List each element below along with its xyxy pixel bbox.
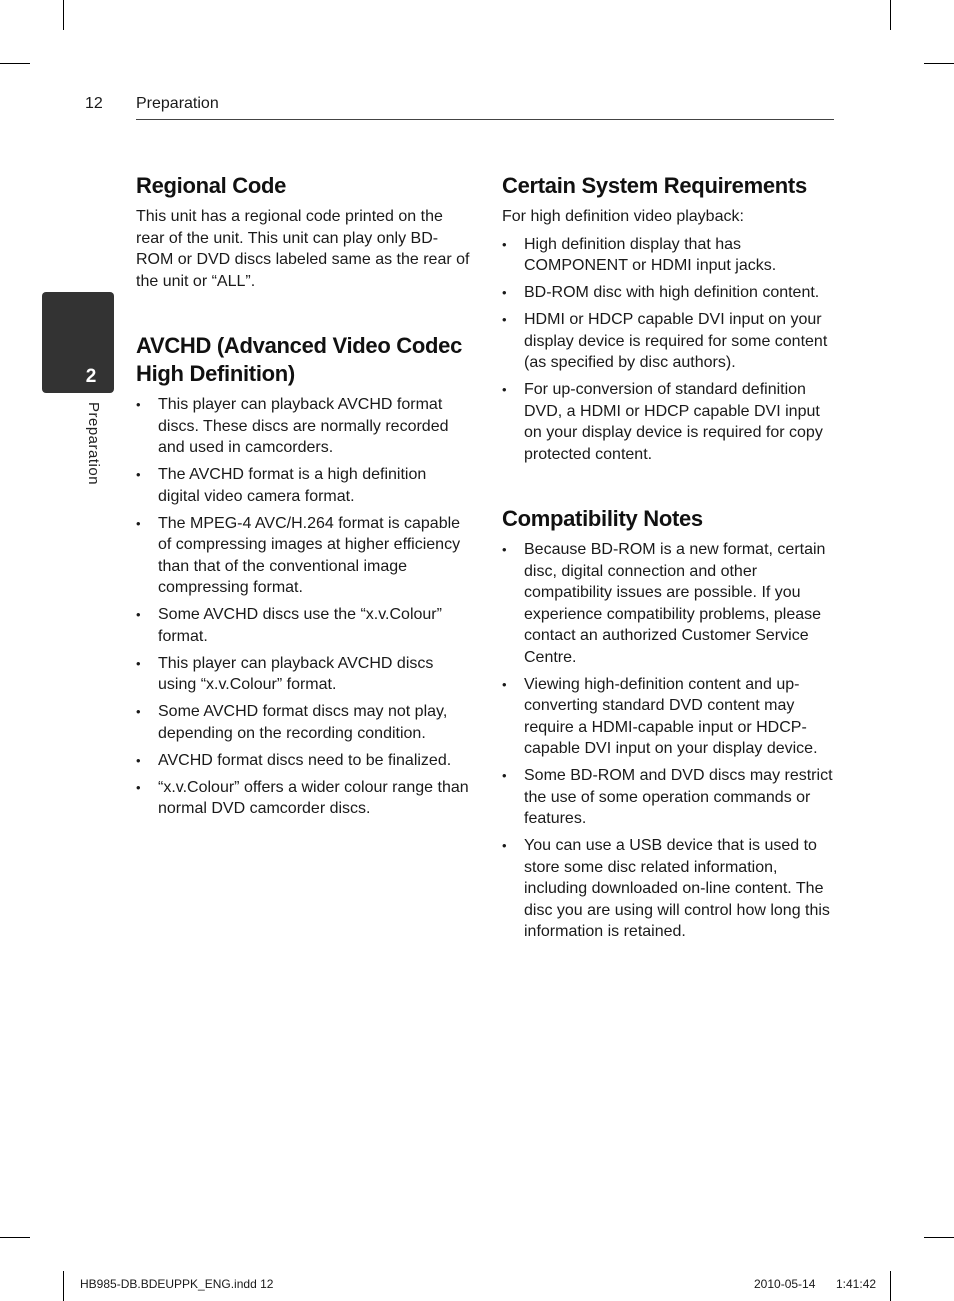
system-requirements-intro: For high definition video playback:	[502, 208, 744, 225]
list-item: • Some BD-ROM and DVD discs may restrict the use of some operation commands or features.	[502, 765, 838, 830]
system-requirements-heading: Certain System Requirements	[502, 173, 807, 198]
list-item: • For up-conversion of standard definition DVD, a HDMI or HDCP capable DVI input on your display device is required for copy protected content.	[502, 379, 838, 465]
system-requirements-section	[502, 172, 838, 465]
footer-file-name: HB985-DB.BDEUPPK_ENG.indd 12	[80, 1277, 274, 1291]
avchd-list	[136, 394, 472, 820]
list-item: • Because BD-ROM is a new format, certain disc, digital connection and other compatibility issues are possible. If you experience compatibility problems, please contact an authorized Customer Service Centre.	[502, 539, 838, 668]
crop-mark	[890, 1271, 891, 1301]
list-item: • This player can playback AVCHD format discs. These discs are normally recorded and used in camcorders.	[136, 394, 472, 459]
crop-mark	[0, 1237, 30, 1238]
list-item: • “x.v.Colour” offers a wider colour range than normal DVD camcorder discs.	[136, 777, 472, 820]
avchd-section	[136, 332, 472, 820]
page-number: 12	[85, 95, 103, 112]
list-item: • Viewing high-definition content and up-converting standard DVD content may require a HDMI-capable input or HDCP-capable DVI input on your display device.	[502, 674, 838, 760]
page-header	[0, 0, 954, 130]
list-item: • The MPEG-4 AVC/H.264 format is capable of compressing images at higher efficiency than that of the conventional image compressing format.	[136, 513, 472, 599]
list-item: • AVCHD format discs need to be finalized.	[136, 750, 472, 772]
compatibility-notes-heading: Compatibility Notes	[502, 506, 703, 531]
right-column	[502, 172, 838, 948]
regional-code-heading: Regional Code	[136, 173, 287, 198]
footer-date: 2010-05-14	[754, 1277, 816, 1291]
list-item: • HDMI or HDCP capable DVI input on your display device is required for some content (as specified by disc authors).	[502, 309, 838, 374]
regional-code-body: This unit has a regional code printed on the rear of the unit. This unit can play only BD-ROM or DVD discs labeled same as the rear of the unit or “ALL”.	[136, 208, 470, 290]
list-item: • This player can playback AVCHD discs using “x.v.Colour” format.	[136, 653, 472, 696]
chapter-tab-label-text: Preparation	[85, 402, 102, 486]
compatibility-notes-section	[502, 505, 838, 943]
compatibility-notes-list	[502, 539, 838, 943]
crop-mark	[924, 1237, 954, 1238]
chapter-tab-label	[84, 402, 104, 502]
header-rule	[136, 119, 834, 120]
list-item: • The AVCHD format is a high definition digital video camera format.	[136, 464, 472, 507]
list-item: • You can use a USB device that is used to store some disc related information, including downloaded on-line content. The disc you are using will control how long this information is retained.	[502, 835, 838, 943]
list-item: • High definition display that has COMPONENT or HDMI input jacks.	[502, 234, 838, 277]
footer-time: 1:41:42	[836, 1277, 877, 1291]
list-item: • BD-ROM disc with high definition content.	[502, 282, 838, 304]
system-requirements-list	[502, 234, 838, 466]
list-item: • Some AVCHD format discs may not play, depending on the recording condition.	[136, 701, 472, 744]
avchd-heading: AVCHD (Advanced Video Codec High Definition)	[136, 333, 463, 386]
crop-mark	[63, 1271, 64, 1301]
list-item: • Some AVCHD discs use the “x.v.Colour” format.	[136, 604, 472, 647]
running-section-title: Preparation	[136, 95, 219, 112]
left-column	[136, 172, 472, 825]
chapter-number: 2	[85, 366, 97, 387]
regional-code-section	[136, 172, 472, 292]
